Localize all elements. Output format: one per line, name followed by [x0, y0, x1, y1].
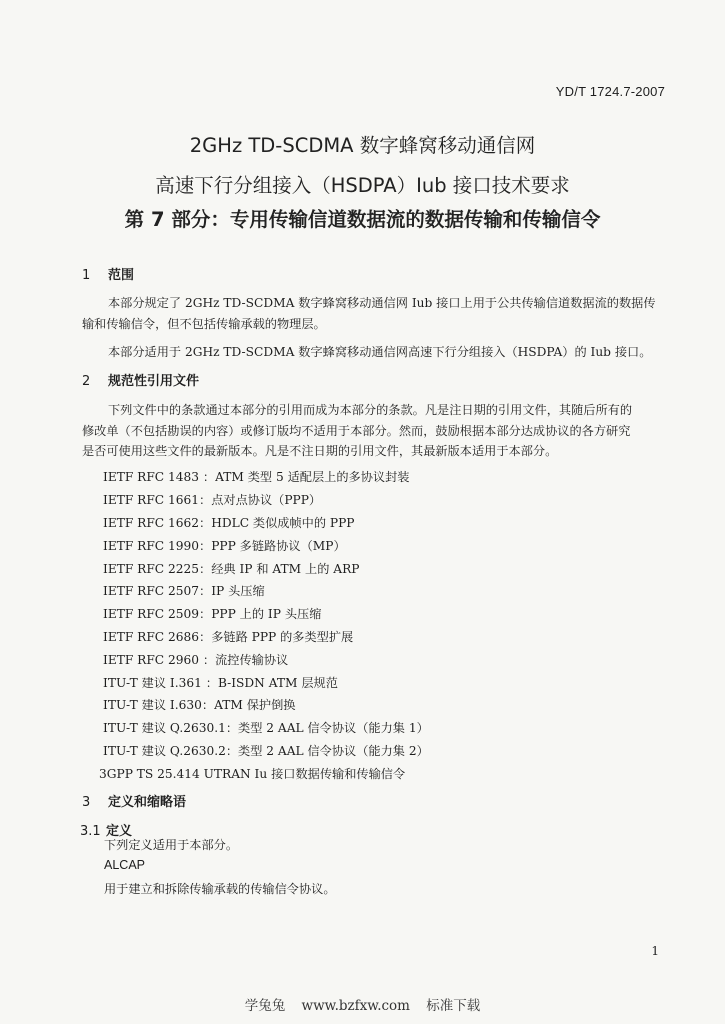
footer-url: www.bzfxw.com — [301, 998, 410, 1014]
section-heading-scope — [82, 264, 134, 283]
title-line-2: 高速下行分组接入（HSDPA）Iub 接口技术要求 — [155, 174, 570, 197]
scope-p1-line-2: 输和传输信令，但不包括传输承载的物理层。 — [82, 316, 326, 331]
footer-tagline: 标准下载 — [426, 998, 481, 1014]
section-heading-definitions — [82, 791, 186, 810]
scope-paragraph-2 — [82, 342, 666, 363]
title-line-1: 2GHz TD-SCDMA 数字蜂窝移动通信网 — [189, 134, 536, 157]
reference-item: IETF RFC 2960 ：流控传输协议 — [103, 653, 289, 667]
footer-watermark — [0, 994, 725, 1014]
definitions-intro: 下列定义适用于本部分。 — [104, 838, 239, 852]
reference-item: IETF RFC 1662：HDLC 类似成帧中的 PPP — [103, 516, 355, 530]
section-number: 3 — [82, 795, 91, 810]
section-title: 范围 — [108, 268, 135, 283]
reference-item: IETF RFC 2225：经典 IP 和 ATM 上的 ARP — [103, 562, 360, 576]
normative-intro-line-3: 是否可使用这些文件的最新版本。凡是不注日期的引用文件，其最新版本适用于本部分。 — [82, 444, 558, 458]
reference-item: IETF RFC 1661：点对点协议（PPP） — [103, 493, 322, 507]
reference-item: IETF RFC 2509：PPP 上的 IP 头压缩 — [103, 607, 322, 621]
definition-term: ALCAP — [104, 858, 145, 872]
scope-p2: 本部分适用于 2GHz TD-SCDMA 数字蜂窝移动通信网高速下行分组接入（HSDPA）的 Iub 接口。 — [108, 345, 652, 359]
reference-item: IETF RFC 2507：IP 头压缩 — [103, 584, 265, 598]
footer-site-name: 学兔兔 — [244, 998, 286, 1014]
section-number: 3.1 — [80, 824, 101, 839]
reference-item: ITU-T 建议 I.361 ：B-ISDN ATM 层规范 — [103, 676, 338, 690]
normative-intro-line-2: 修改单（不包括勘误的内容）或修订版均不适用于本部分。然而，鼓励根据本部分达成协议的各方研究 — [82, 423, 631, 438]
standard-number: YD/T 1724.7-2007 — [555, 84, 665, 99]
normative-intro-line-1: 下列文件中的条款通过本部分的引用而成为本部分的条款。凡是注日期的引用文件，其随后所有的 — [108, 403, 633, 417]
section-title: 规范性引用文件 — [108, 374, 200, 389]
section-number: 2 — [82, 374, 91, 389]
section-heading-normative — [82, 370, 199, 389]
page-number: 1 — [651, 944, 659, 958]
reference-item: IETF RFC 1990：PPP 多链路协议（MP） — [103, 539, 346, 553]
reference-item: ITU-T 建议 I.630：ATM 保护倒换 — [103, 698, 296, 712]
normative-intro — [82, 400, 666, 462]
section-title: 定义和缩略语 — [108, 795, 187, 810]
section-title: 定义 — [106, 824, 133, 839]
scope-p1-line-1: 本部分规定了 2GHz TD-SCDMA 数字蜂窝移动通信网 Iub 接口上用于公共传输信道数据流的数据传 — [108, 296, 656, 310]
definition-text: 用于建立和拆除传输承载的传输信令协议。 — [104, 882, 336, 896]
reference-item: ITU-T 建议 Q.2630.1：类型 2 AAL 信令协议（能力集 1） — [103, 721, 429, 735]
scope-paragraph-1 — [82, 293, 666, 334]
reference-item: 3GPP TS 25.414 UTRAN Iu 接口数据传输和传输信令 — [99, 767, 406, 781]
section-number: 1 — [82, 268, 91, 283]
reference-item: IETF RFC 1483 ：ATM 类型 5 适配层上的多协议封装 — [103, 470, 410, 484]
reference-item: IETF RFC 2686：多链路 PPP 的多类型扩展 — [103, 630, 354, 644]
title-line-3: 第 7 部分：专用传输信道数据流的数据传输和传输信令 — [124, 208, 601, 231]
reference-item: ITU-T 建议 Q.2630.2：类型 2 AAL 信令协议（能力集 2） — [103, 744, 429, 758]
